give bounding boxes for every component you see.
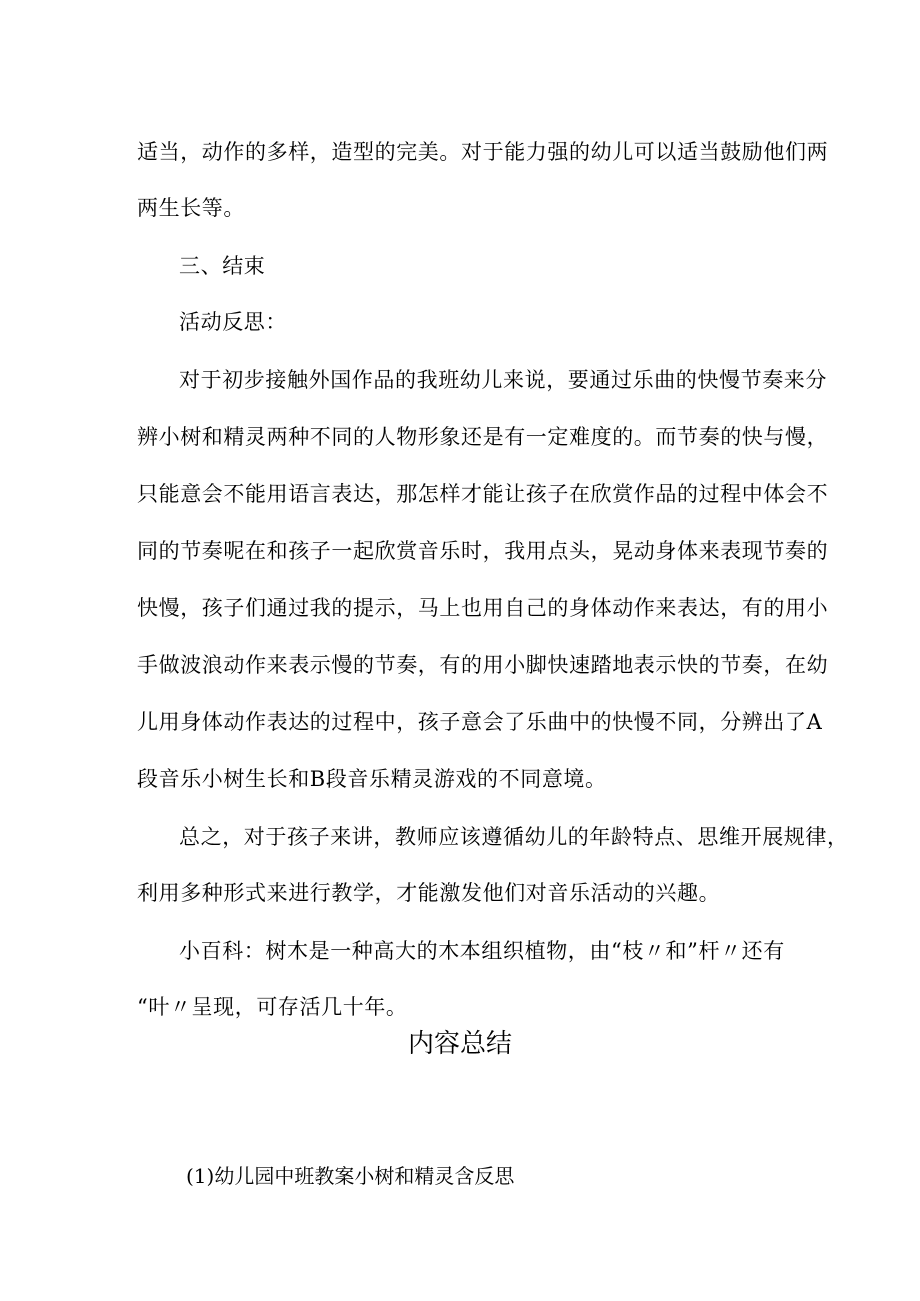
- paragraph-line: 快慢，孩子们通过我的提示，马上也用自己的身体动作来表达，有的用小: [137, 596, 829, 620]
- paragraph-line: 利用多种形式来进行教学，才能激发他们对音乐活动的兴趣。: [137, 881, 721, 905]
- paragraph-line: 适当，动作的多样，造型的完美。对于能力强的幼儿可以适当鼓励他们两: [137, 140, 829, 164]
- paragraph-line: 儿用身体动作表达的过程中，孩子意会了乐曲中的快慢不同，分辨出了A: [137, 710, 823, 734]
- paragraph-line: 只能意会不能用语言表达，那怎样才能让孩子在欣赏作品的过程中体会不: [137, 482, 829, 506]
- paragraph-line: 同的节奏呢在和孩子一起欣赏音乐时，我用点头，晃动身体来表现节奏的: [137, 539, 829, 563]
- summary-title: 内容总结: [407, 1029, 512, 1059]
- paragraph-line: 两生长等。: [137, 196, 245, 220]
- paragraph-line: 总之，对于孩子来讲，教师应该遵循幼儿的年龄特点、思维开展规律，: [179, 825, 849, 849]
- paragraph-line: “叶〃呈现，可存活几十年。: [137, 995, 408, 1019]
- reflection-title: 活动反思：: [179, 310, 287, 334]
- paragraph-line: 段音乐小树生长和B段音乐精灵游戏的不同意境。: [137, 767, 607, 791]
- section-heading-end: 三、结束: [179, 254, 266, 278]
- paragraph-line: 手做波浪动作来表示慢的节奏，有的用小脚快速踏地表示快的节奏，在幼: [137, 653, 829, 677]
- paragraph-line: 对于初步接触外国作品的我班幼儿来说，要通过乐曲的快慢节奏来分: [179, 368, 827, 392]
- paragraph-line: 辨小树和精灵两种不同的人物形象还是有一定难度的。而节奏的快与慢，: [137, 425, 829, 449]
- paragraph-line: 小百科：树木是一种高大的木本组织植物，由“枝〃和”杆〃还有: [179, 939, 785, 963]
- summary-item: (1)幼儿园中班教案小树和精灵含反思: [186, 1164, 515, 1188]
